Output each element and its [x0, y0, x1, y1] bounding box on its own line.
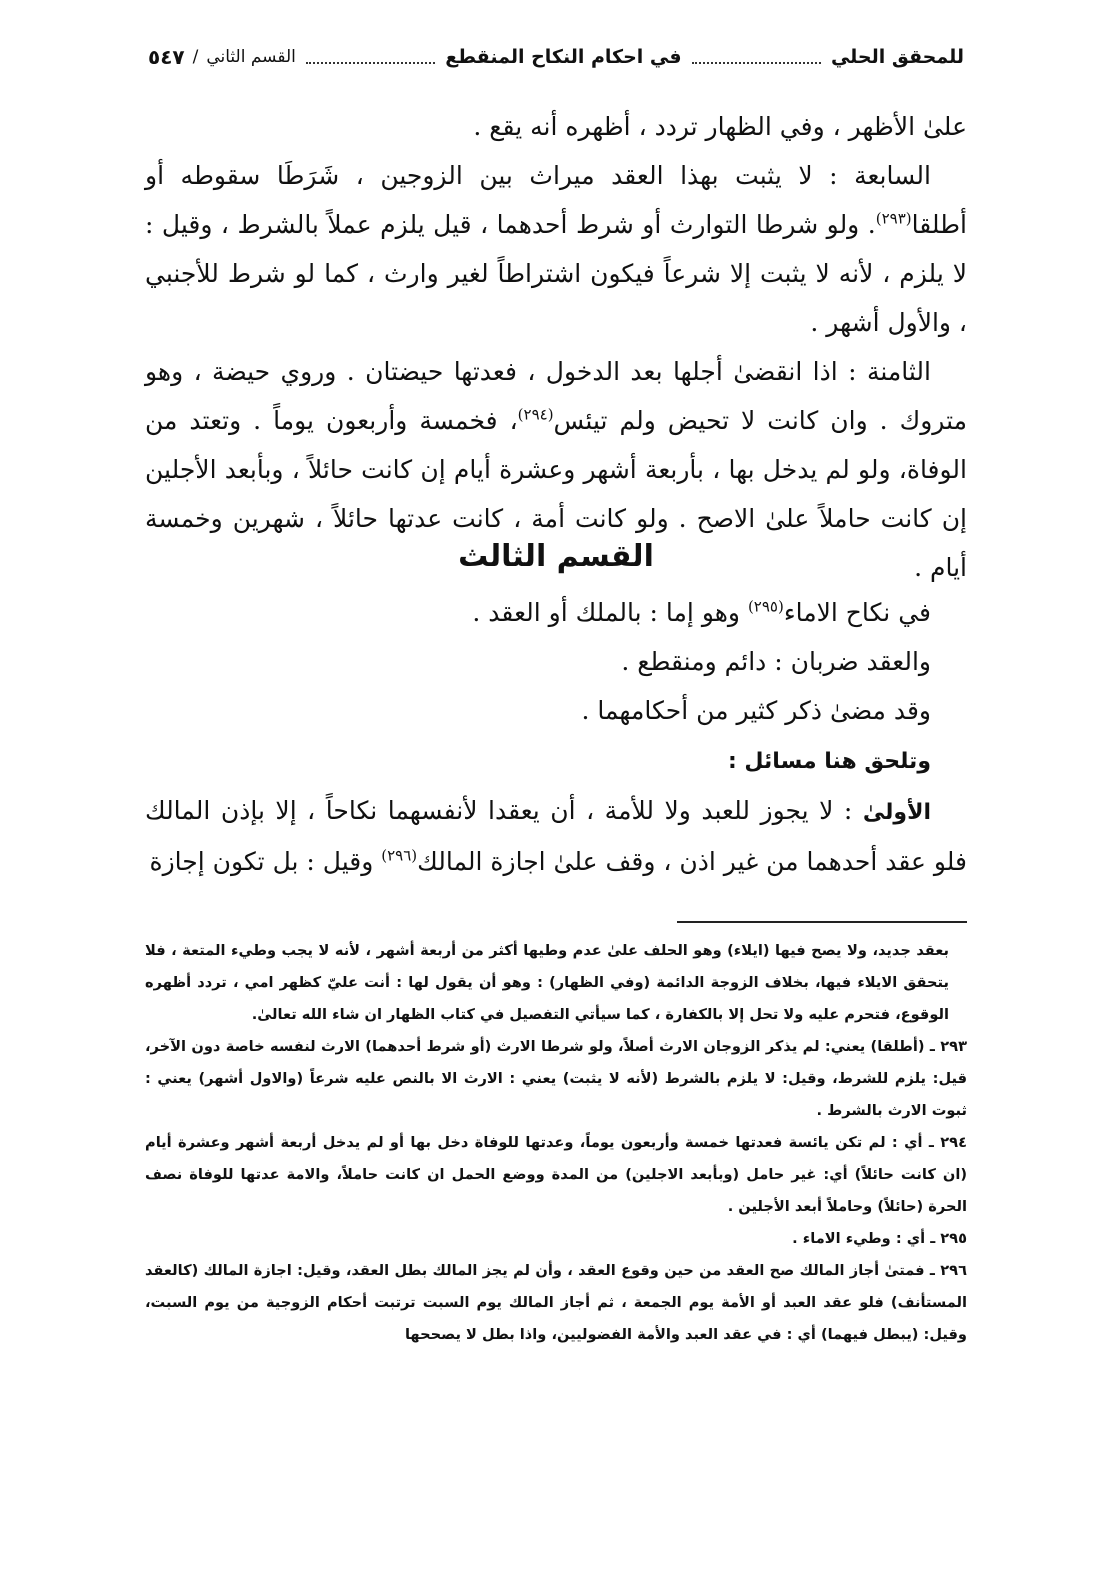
header-chapter-title: في احكام النكاح المنقطع	[445, 46, 682, 68]
header-separator: /	[192, 47, 199, 67]
footnote-ref[interactable]: (٢٩٦)	[381, 846, 418, 865]
paragraph	[145, 786, 967, 886]
main-text	[145, 102, 967, 592]
paragraph	[145, 151, 967, 347]
subheading: وتلحق هنا مسائل :	[727, 749, 931, 774]
paragraph-text: الثامنة : اذا انقضىٰ أجلها بعد الدخول ، فعدتها حيضتان . وروي حيضة ، وهو متروك . وان كانت لا تحيض ولم تيئس	[145, 357, 968, 435]
footnotes	[145, 935, 967, 1351]
paragraph-text: : لا يجوز للعبد ولا للأمة ، أن يعقدا لأنفسهما نكاحاً ، إلا بإذن المالك فلو عقد أحدهما من غير اذن ، وقف علىٰ اجازة المالك	[145, 796, 967, 876]
paragraph: والعقد ضربان : دائم ومنقطع .	[621, 647, 931, 676]
footnote-294: ٢٩٤ ـ أي : لم تكن يائسة فعدتها خمسة وأربعون يوماً، وعدتها للوفاة دخل بها أو لم يدخل أربعة أشهر وعشرة أيام (ان كانت حائلاً) أي: غير حامل (وبأبعد الاجلين) من المدة ووضع الحمل ان كانت حاملاً، والامة عدتها للوفاة نصف الحرة (حائلاً) وحاملاً أبعد الأجلين .	[145, 1134, 967, 1215]
paragraph	[145, 735, 967, 786]
footnote-295: ٢٩٥ ـ أي : وطيء الاماء .	[792, 1230, 967, 1247]
footnote-ref[interactable]: (٢٩٤)	[517, 405, 554, 424]
footnote-293: ٢٩٣ ـ (أطلقا) يعني: لم يذكر الزوجان الارث أصلاً، ولو شرطا الارث (أو شرط أحدهما) الارث لنفسه خاصة دون الآخر، قيل: يلزم للشرط، وقيل: لا يلزم بالشرط (لأنه لا يثبت) يعني : الارث الا بالنص عليه شرعاً (والاول أشهر) يعني : ثبوت الارث بالشرط .	[145, 1038, 967, 1119]
paragraph: وقد مضىٰ ذكر كثير من أحكامهما .	[581, 696, 931, 725]
paragraph-text: في نكاح الاماء	[783, 598, 931, 627]
footnote-continued: بعقد جديد، ولا يصح فيها (ايلاء) وهو الحلف علىٰ عدم وطيها أكثر من أربعة أشهر ، لأنه لا يجب وطيء المتعة ، فلا يتحقق الايلاء فيها، بخلاف الزوجة الدائمة (وفي الظهار) : وهو أن يقول لها : أنت عليّ كظهر امي ، تردد أظهره الوقوع، فتحرم عليه ولا تحل إلا بالكفارة ، كما سيأتي التفصيل في كتاب الظهار ان شاء الله تعالىٰ.	[145, 942, 949, 1023]
header-part	[148, 45, 296, 69]
paragraph-text: وقيل : بل تكون إجازة	[149, 847, 382, 876]
header-book-title: للمحقق الحلي	[830, 46, 964, 68]
paragraph: علىٰ الأظهر ، وفي الظهار تردد ، أظهره أنه يقع .	[473, 112, 967, 141]
paragraph-text: . ولو شرطا التوارث أو شرط أحدهما ، قيل يلزم عملاً بالشرط ، وقيل : لا يلزم ، لأنه لا يثبت إلا شرعاً فيكون اشتراطاً لغير وارث ، كما لو شرط للأجنبي ، والأول أشهر .	[145, 210, 967, 337]
footnote-divider	[677, 921, 967, 923]
footnote-ref[interactable]: (٢٩٣)	[875, 209, 912, 228]
paragraph	[145, 588, 967, 637]
header-dot-leader	[306, 50, 435, 64]
section-text	[145, 588, 967, 886]
issue-label: الأولىٰ	[862, 800, 931, 825]
page-number: ٥٤٧	[147, 45, 185, 69]
paragraph-text: السابعة : لا يثبت بهذا العقد ميراث بين الزوجين ، شَرَطَا سقوطه أو أطلقا	[145, 161, 967, 239]
header-part-label: القسم الثاني	[206, 47, 296, 67]
footnote-ref[interactable]: (٢٩٥)	[747, 597, 784, 616]
section-heading: القسم الثالث	[458, 539, 654, 574]
paragraph-text: وهو إما : بالملك أو العقد .	[472, 598, 748, 627]
paragraph-text: ، فخمسة وأربعون يوماً . وتعتد من الوفاة، ولو لم يدخل بها ، بأربعة أشهر وعشرة أيام إن كانت حائلاً ، وبأبعد الأجلين إن كانت حاملاً علىٰ الاصح . ولو كانت أمة ، كانت عدتها حائلاً ، شهرين وخمسة أيام .	[145, 406, 967, 582]
footnote-296: ٢٩٦ ـ فمتىٰ أجاز المالك صح العقد من حين وقوع العقد ، وأن لم يجز المالك بطل العقد، وقيل: اجازة المالك (كالعقد المستأنف) فلو عقد العبد أو الأمة يوم الجمعة ، ثم أجاز المالك يوم السبت ترتبت أحكام الزوجية من يوم السبت، وقيل: (يبطل فيهما) أي : في عقد العبد والأمة الفضوليين، واذا بطل لا يصححها	[145, 1262, 967, 1343]
running-header	[148, 40, 964, 74]
header-dot-leader	[692, 50, 821, 64]
